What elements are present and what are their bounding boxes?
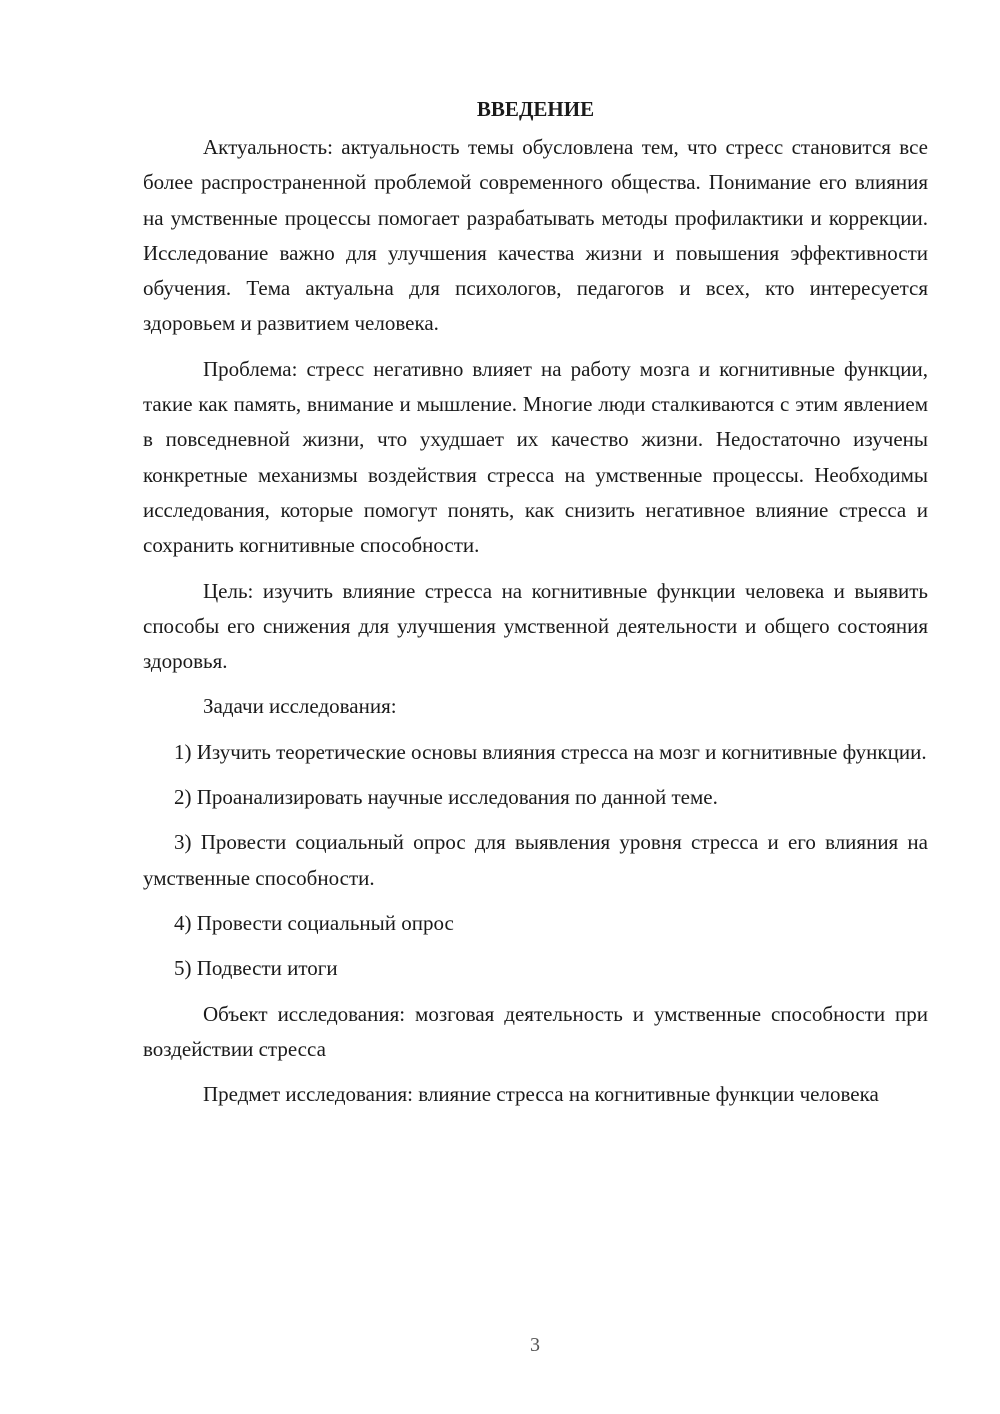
page-number: 3 — [530, 1334, 540, 1356]
object-paragraph: Объект исследования: мозговая деятельность и умственные способности при воздействии стресса — [143, 1001, 928, 1061]
problem-paragraph: Проблема: стресс негативно влияет на работу мозга и когнитивные функции, такие как память, внимание и мышление. Многие люди сталкиваются с этим явлением в повседневной жизни, что ухудшает их качество жизни. Недостаточно изучены конкретные механизмы воздействия стресса на умственные процессы. Необходимы исследования, которые помогут понять, как снизить негативное влияние стресса и сохранить когнитивные способности. — [143, 356, 928, 558]
task-item-4: 4) Провести социальный опрос — [174, 910, 454, 935]
task-item-1: 1) Изучить теоретические основы влияния стресса на мозг и когнитивные функции. — [174, 739, 927, 764]
task-item-3: 3) Провести социальный опрос для выявления уровня стресса и его влияния на умственные способности. — [143, 830, 928, 890]
task-item-5: 5) Подвести итоги — [174, 956, 338, 981]
task-item-2: 2) Проанализировать научные исследования по данной теме. — [174, 785, 718, 810]
section-title: ВВЕДЕНИЕ — [476, 97, 595, 121]
goal-paragraph: Цель: изучить влияние стресса на когнитивные функции человека и выявить способы его снижения для улучшения умственной деятельности и общего состояния здоровья. — [143, 578, 928, 674]
relevance-paragraph: Актуальность: актуальность темы обусловлена тем, что стресс становится все более распространенной проблемой современного общества. Понимание его влияния на умственные процессы помогает разрабатывать методы профилактики и коррекции. Исследование важно для улучшения качества жизни и повышения эффективности обучения. Тема актуальна для психологов, педагогов и всех, кто интересуется здоровьем и развитием человека. — [143, 135, 928, 336]
tasks-heading: Задачи исследования: — [203, 694, 397, 719]
subject-paragraph: Предмет исследования: влияние стресса на когнитивные функции человека — [203, 1082, 879, 1107]
document-page — [143, 92, 928, 1122]
